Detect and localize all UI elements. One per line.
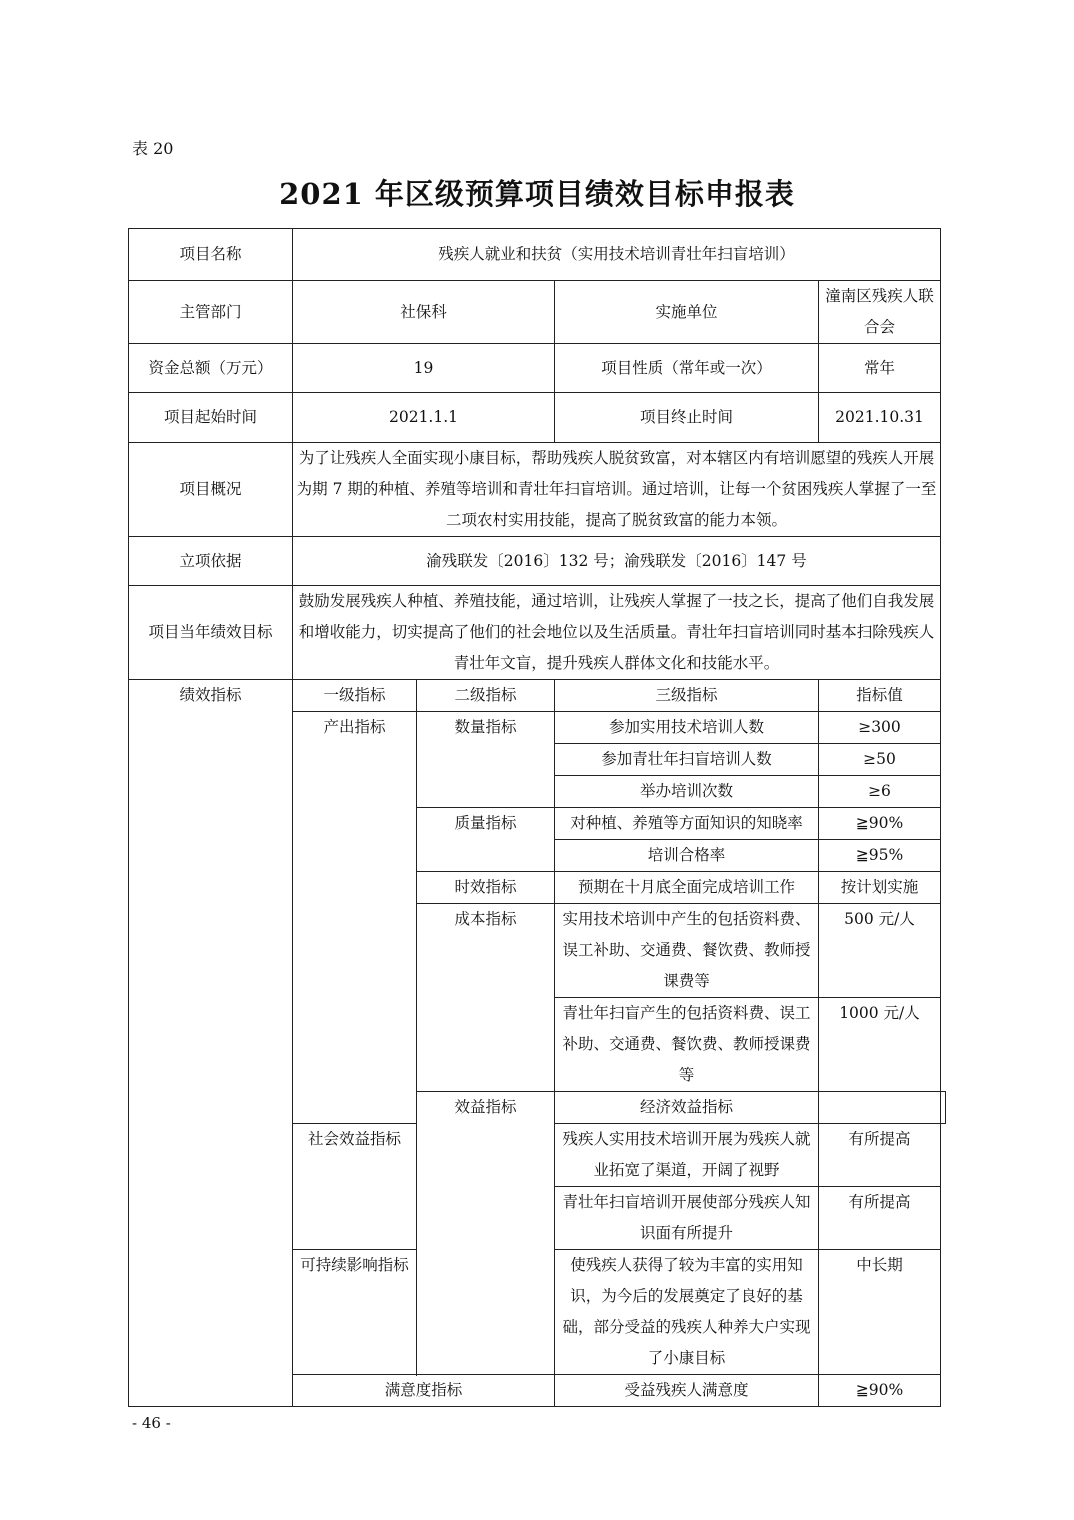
sustain-indicator: 可持续影响指标 [293,1250,417,1375]
indicator-item: 预期在十月底全面完成培训工作 [555,872,819,904]
document-title: 2021 年区级预算项目绩效目标申报表 [279,177,795,211]
indicator-item: 对种植、养殖等方面知识的知晓率 [555,808,819,840]
nature-value: 常年 [819,344,941,393]
indicator-value: 有所提高 [819,1187,941,1250]
indicator-value: ≧90% [819,1375,941,1407]
fund-label: 资金总额（万元） [129,344,293,393]
project-name-value: 残疾人就业和扶贫（实用技术培训青壮年扫盲培训） [293,229,941,281]
indicator-value: ≥6 [819,776,941,808]
dept-label: 主管部门 [129,281,293,344]
indicator-item: 受益残疾人满意度 [555,1375,819,1407]
impl-unit-label: 实施单位 [555,281,819,344]
indicator-value: 按计划实施 [819,872,941,904]
impl-unit-value: 潼南区残疾人联合会 [819,281,941,344]
output-indicator: 产出指标 [293,712,417,1124]
cost-indicator: 成本指标 [417,904,555,1092]
quality-indicator: 质量指标 [417,808,555,872]
start-value: 2021.1.1 [293,393,555,443]
goal-value: 鼓励发展残疾人种植、养殖技能，通过培训，让残疾人掌握了一技之长，提高了他们自我发展和增收能力，切实提高了他们的社会地位以及生活质量。青壮年扫盲培训同时基本扫除残疾人青壮年文盲，提升残疾人群体文化和技能水平。 [293,586,941,680]
indicator-item: 青壮年扫盲培训开展使部分残疾人知识面有所提升 [555,1187,819,1250]
indicator-item-empty [819,1092,941,1124]
indicator-item: 举办培训次数 [555,776,819,808]
benefit-indicator: 效益指标 [417,1092,555,1375]
social-indicator: 社会效益指标 [293,1124,417,1250]
indicator-value-empty [941,1092,946,1124]
indicator-item: 青壮年扫盲产生的包括资料费、误工补助、交通费、餐饮费、教师授课费等 [555,998,819,1092]
indicator-item: 实用技术培训中产生的包括资料费、误工补助、交通费、餐饮费、教师授课费等 [555,904,819,998]
page-number: - 46 - [132,1414,171,1432]
indicator-item: 参加青壮年扫盲培训人数 [555,744,819,776]
basis-value: 渝残联发〔2016〕132 号；渝残联发〔2016〕147 号 [293,537,941,586]
indicator-item: 培训合格率 [555,840,819,872]
indicator-value: 中长期 [819,1250,941,1375]
dept-value: 社保科 [293,281,555,344]
indicator-value: 500 元/人 [819,904,941,998]
goal-label: 项目当年绩效目标 [129,586,293,680]
satisfaction-indicator: 满意度指标 [293,1375,555,1407]
quantity-indicator: 数量指标 [417,712,555,808]
timeliness-indicator: 时效指标 [417,872,555,904]
indicator-item: 使残疾人获得了较为丰富的实用知识，为今后的发展奠定了良好的基础，部分受益的残疾人种养大户实现了小康目标 [555,1250,819,1375]
start-label: 项目起始时间 [129,393,293,443]
indicators-section-label: 绩效指标 [129,680,293,1407]
project-name-label: 项目名称 [129,229,293,281]
indicator-value: ≥50 [819,744,941,776]
indicator-item: 残疾人实用技术培训开展为残疾人就业拓宽了渠道，开阔了视野 [555,1124,819,1187]
indicator-item: 参加实用技术培训人数 [555,712,819,744]
performance-target-table [128,228,946,1407]
header-level1: 一级指标 [293,680,417,712]
overview-value: 为了让残疾人全面实现小康目标，帮助残疾人脱贫致富，对本辖区内有培训愿望的残疾人开展为期 7 期的种植、养殖等培训和青壮年扫盲培训。通过培训，让每一个贫困残疾人掌握了一至二项农村实用技能，提高了脱贫致富的能力本领。 [293,443,941,537]
header-level2: 二级指标 [417,680,555,712]
indicator-value: ≧90% [819,808,941,840]
indicator-value: 1000 元/人 [819,998,941,1092]
nature-label: 项目性质（常年或一次） [555,344,819,393]
table-number: 表 20 [132,139,174,158]
overview-label: 项目概况 [129,443,293,537]
indicator-value: 有所提高 [819,1124,941,1187]
indicator-value: ≧95% [819,840,941,872]
header-level3: 三级指标 [555,680,819,712]
header-value: 指标值 [819,680,941,712]
end-label: 项目终止时间 [555,393,819,443]
end-value: 2021.10.31 [819,393,941,443]
fund-value: 19 [293,344,555,393]
indicator-value: ≥300 [819,712,941,744]
basis-label: 立项依据 [129,537,293,586]
economic-indicator: 经济效益指标 [555,1092,819,1124]
